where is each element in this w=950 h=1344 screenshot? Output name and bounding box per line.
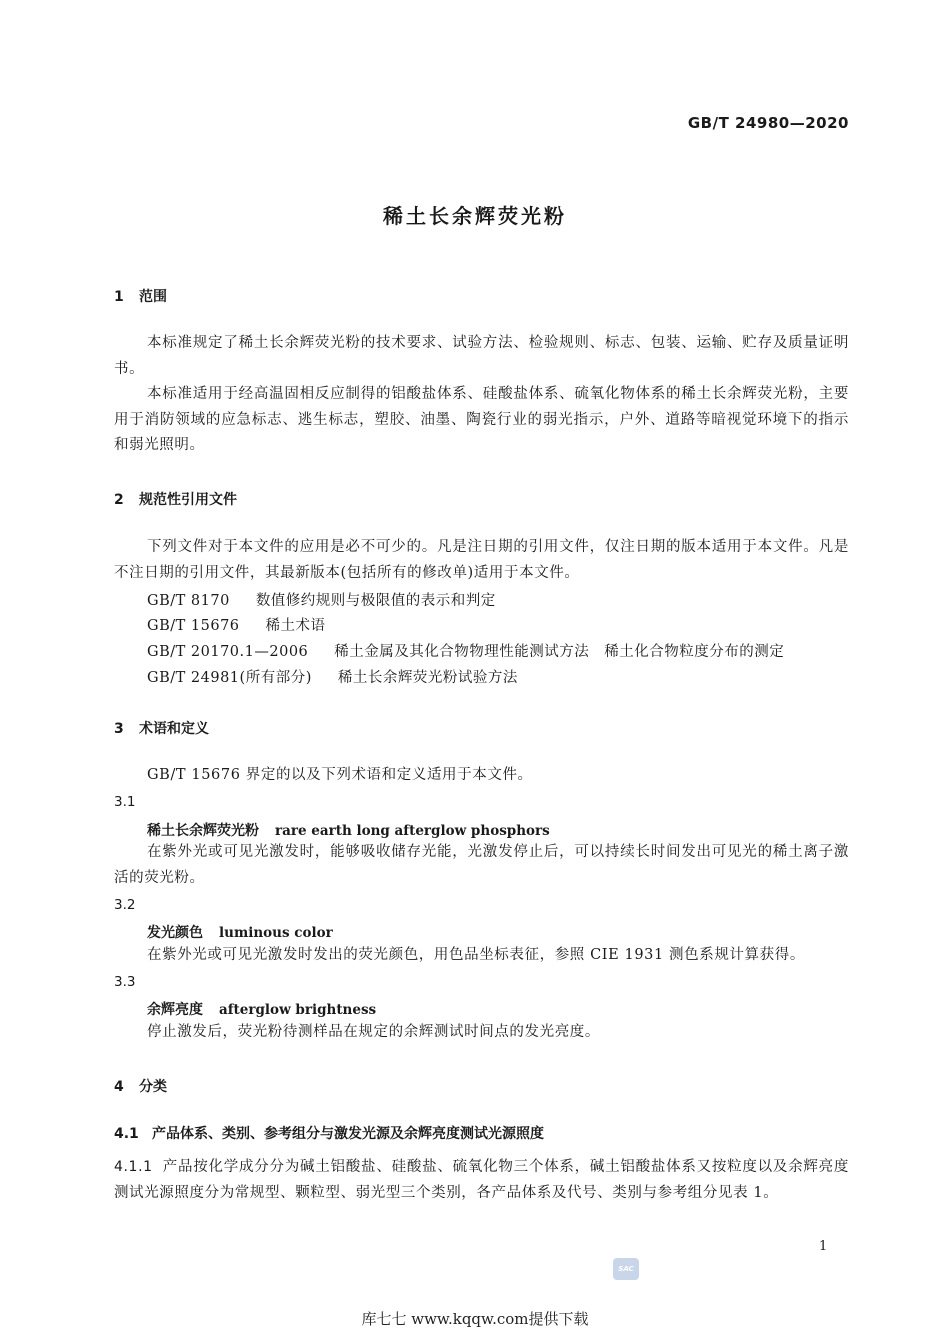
section-title: 分类: [139, 1079, 167, 1095]
term-number: 3.3: [114, 974, 136, 990]
reference-item: [147, 640, 784, 661]
section-number: 3: [114, 721, 124, 737]
clause-4-1-1: [114, 1155, 849, 1206]
reference-code: GB/T 20170.1—2006: [147, 644, 309, 660]
section-1-paragraph-2: 本标准适用于经高温固相反应制得的铝酸盐体系、硅酸盐体系、硫氧化物体系的稀土长余辉荧光粉，主要用于消防领域的应急标志、逃生标志，塑胶、油墨、陶瓷行业的弱光指示，户外、道路等暗视觉环境下的指示和弱光照明。: [114, 386, 849, 453]
subsection-4-1-heading: [114, 1123, 544, 1143]
section-1-heading: [114, 286, 167, 306]
term-english: luminous color: [219, 925, 333, 941]
section-number: 4: [114, 1079, 124, 1095]
section-title: 规范性引用文件: [139, 492, 237, 508]
reference-code: GB/T 15676: [147, 618, 240, 634]
clause-text: 产品按化学成分分为碱土铝酸盐、硅酸盐、硫氧化物三个体系，碱土铝酸盐体系又按粒度以及余辉亮度测试光源照度分为常规型、颗粒型、弱光型三个类别，各产品体系及代号、类别与参考组分见表 1。: [114, 1159, 849, 1201]
term-name: [147, 999, 376, 1019]
reference-item: [147, 614, 326, 635]
reference-item: [147, 589, 496, 610]
page-number: 1: [819, 1239, 828, 1254]
standard-code: GB/T 24980—2020: [687, 114, 849, 132]
reference-code: GB/T 8170: [147, 593, 230, 609]
term-name: [147, 820, 550, 840]
term-name: [147, 922, 333, 942]
section-number: 1: [114, 289, 124, 305]
section-title: 术语和定义: [139, 721, 209, 737]
section-2-heading: [114, 489, 237, 509]
term-definition: 停止激发后，荧光粉待测样品在规定的余辉测试时间点的发光亮度。: [147, 1024, 600, 1040]
term-english: rare earth long afterglow phosphors: [275, 823, 550, 839]
section-1-paragraph-1: 本标准规定了稀土长余辉荧光粉的技术要求、试验方法、检验规则、标志、包装、运输、贮存及质量证明书。: [114, 335, 849, 377]
term-definition: 在紫外光或可见光激发时发出的荧光颜色，用色品坐标表征，参照 CIE 1931 测色系规计算获得。: [147, 947, 805, 963]
term-number: 3.2: [114, 897, 136, 913]
section-title: 范围: [139, 289, 167, 305]
term-chinese: 稀土长余辉荧光粉: [147, 823, 259, 839]
reference-title: 数值修约规则与极限值的表示和判定: [255, 593, 496, 609]
sac-logo-icon: SAC: [613, 1258, 639, 1280]
section-3-heading: [114, 718, 209, 738]
subsection-title: 产品体系、类别、参考组分与激发光源及余辉亮度测试光源照度: [152, 1126, 544, 1142]
term-number: 3.1: [114, 794, 136, 810]
reference-title: 稀土金属及其化合物物理性能测试方法 稀土化合物粒度分布的测定: [334, 644, 785, 660]
term-definition: 在紫外光或可见光激发时，能够吸收储存光能，光激发停止后，可以持续长时间发出可见光的稀土离子激活的荧光粉。: [114, 844, 849, 886]
term-chinese: 余辉亮度: [147, 1002, 203, 1018]
clause-number: 4.1.1: [114, 1159, 153, 1175]
section-2-paragraph-1: 下列文件对于本文件的应用是必不可少的。凡是注日期的引用文件，仅注日期的版本适用于本文件。凡是不注日期的引用文件，其最新版本(包括所有的修改单)适用于本文件。: [114, 539, 849, 581]
reference-title: 稀土长余辉荧光粉试验方法: [337, 670, 518, 686]
section-4-heading: [114, 1076, 167, 1096]
document-title: 稀土长余辉荧光粉: [383, 204, 567, 228]
reference-code: GB/T 24981(所有部分): [147, 670, 312, 686]
section-number: 2: [114, 492, 124, 508]
subsection-number: 4.1: [114, 1126, 139, 1142]
section-3-intro: GB/T 15676 界定的以及下列术语和定义适用于本文件。: [147, 767, 533, 783]
reference-title: 稀土术语: [265, 618, 326, 634]
term-chinese: 发光颜色: [147, 925, 203, 941]
term-english: afterglow brightness: [219, 1002, 377, 1018]
reference-item: [147, 666, 518, 687]
download-watermark: 库七七 www.kqqw.com提供下载: [361, 1310, 589, 1328]
